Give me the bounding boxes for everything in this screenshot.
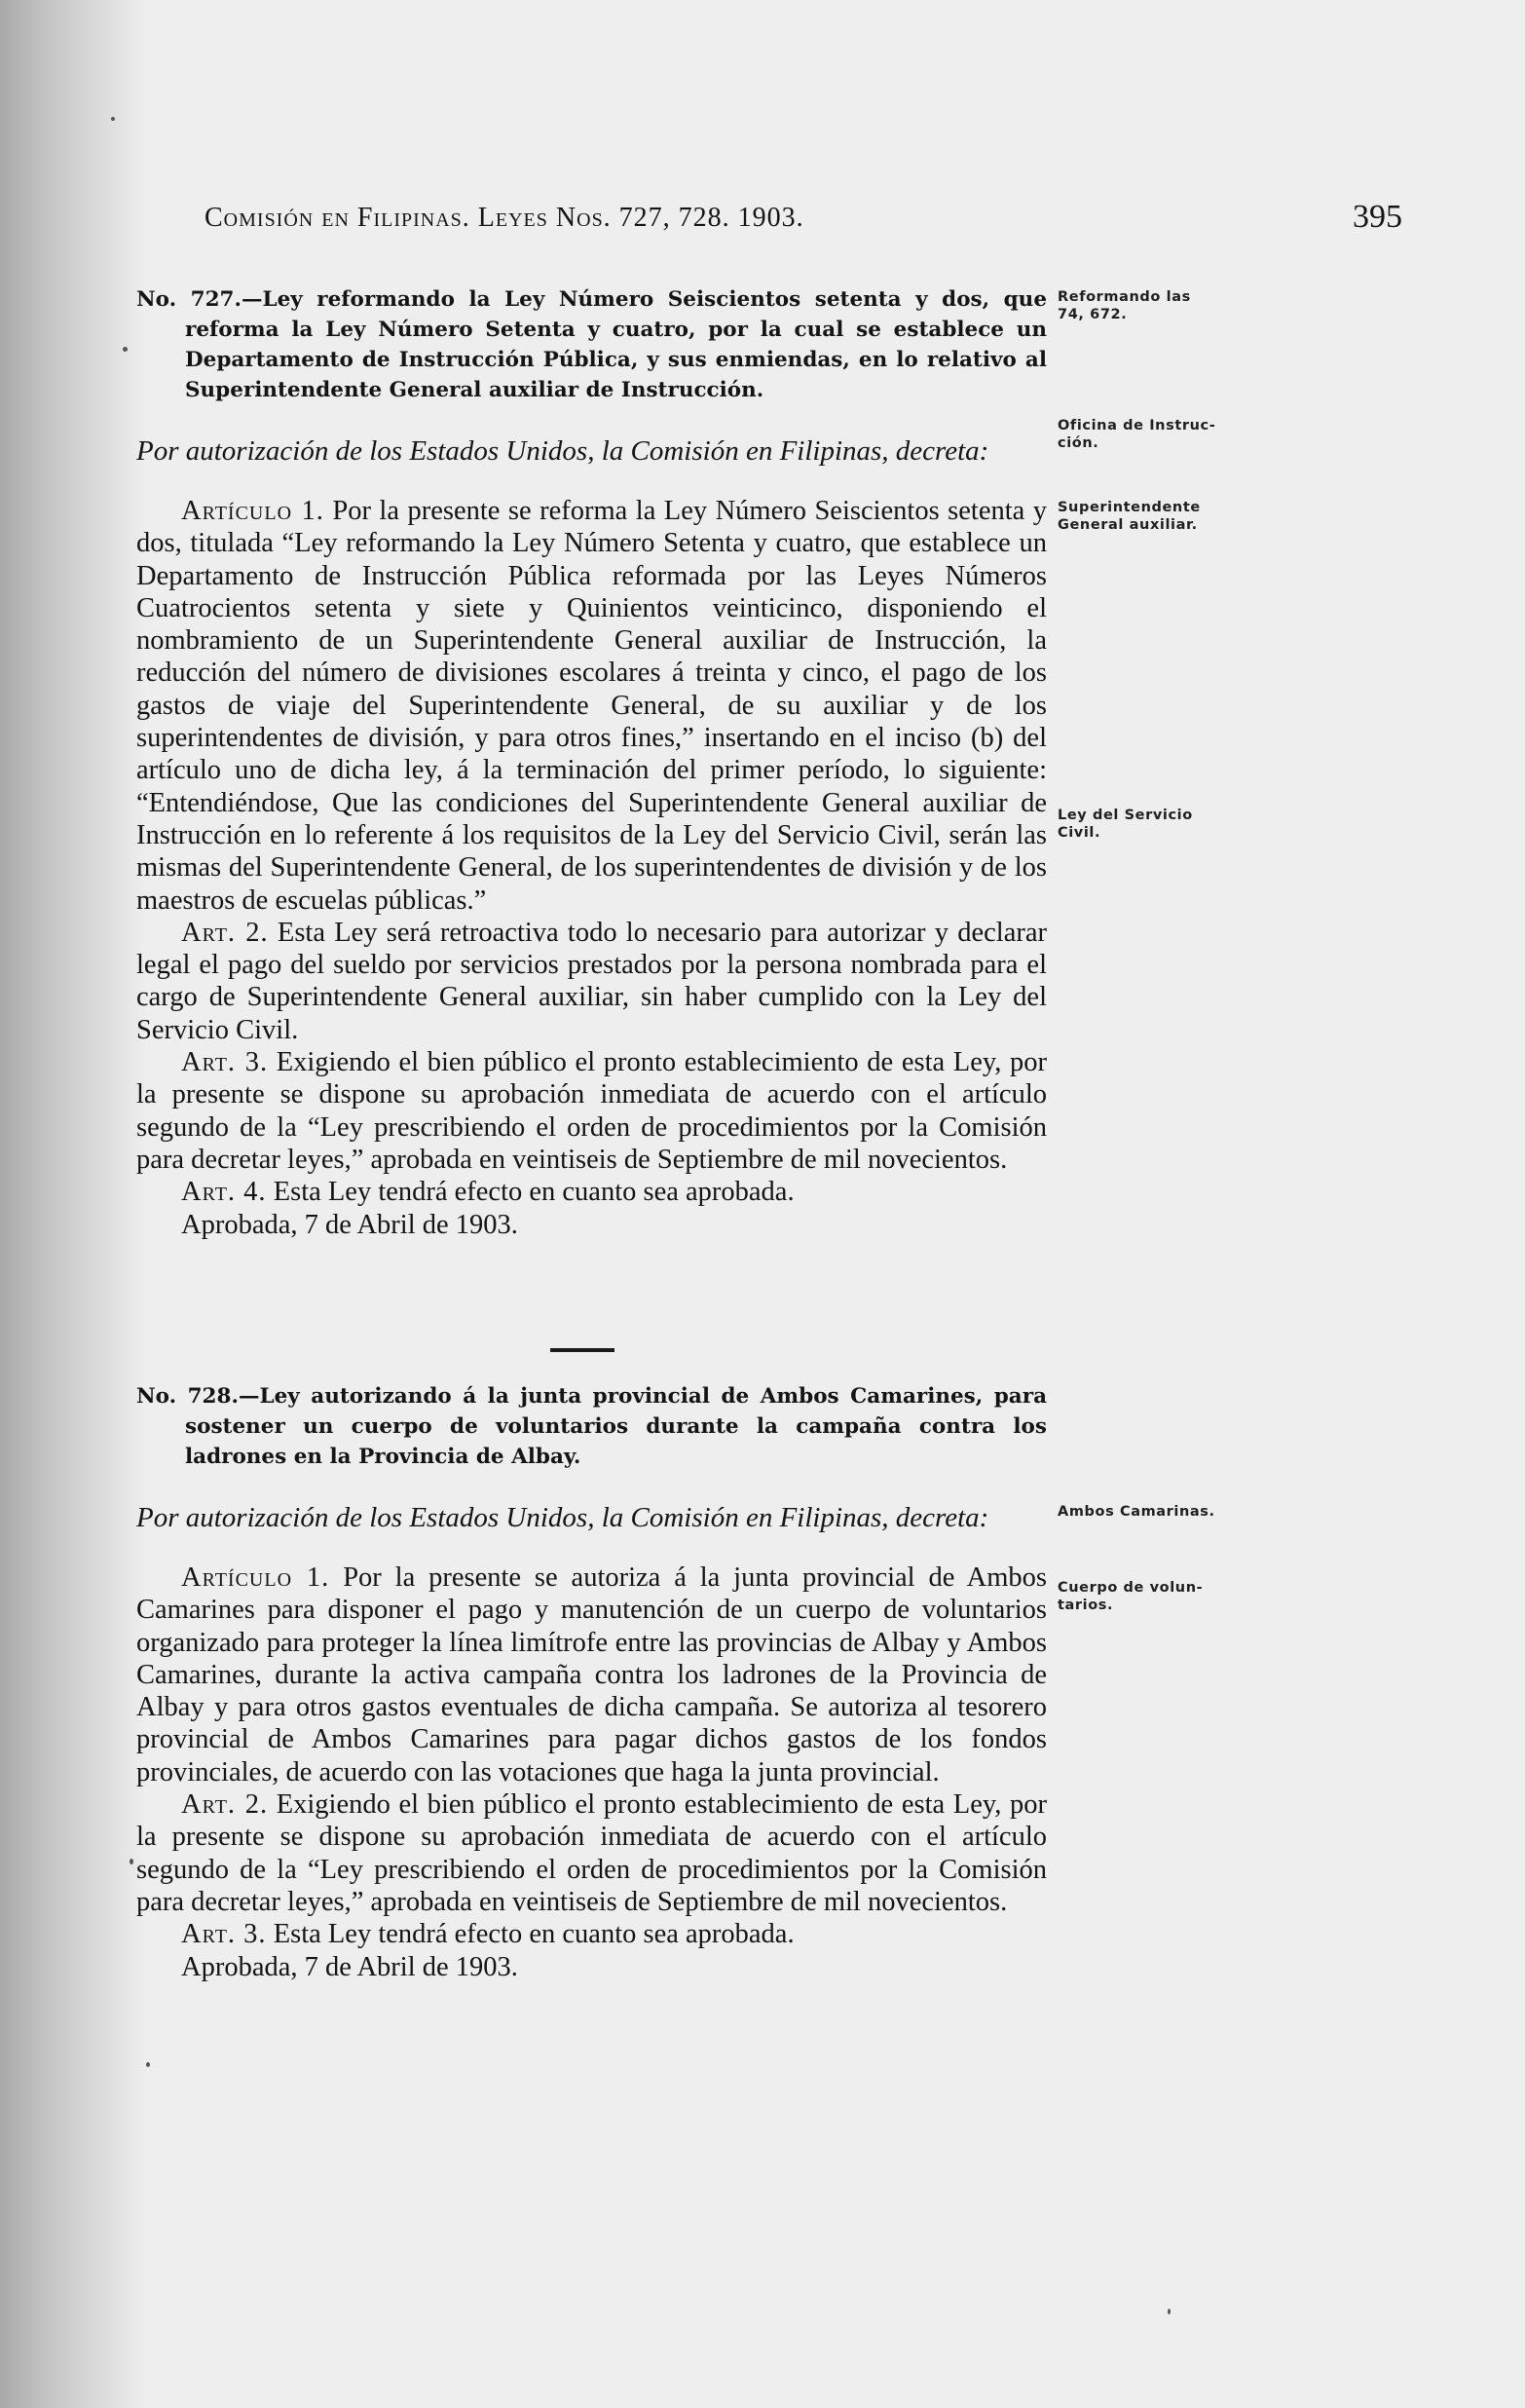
article-text: Esta Ley tendrá efecto en cuanto sea aprobada.	[273, 1919, 795, 1950]
law-728-article-2	[136, 1788, 1047, 1918]
margin-note-line: ción.	[1058, 435, 1099, 451]
law-728-article-1	[136, 1561, 1047, 1788]
margin-note-line: Ley del Servicio	[1058, 808, 1193, 823]
article-text: Esta Ley será retroactiva todo lo necesario para autorizar y declarar legal el pago del sueldo por servicios prestados por la persona nombrada para el cargo de Superintendente General auxiliar, sin haber cumplido con la Ley del Servicio Civil.	[136, 917, 1048, 1045]
margin-note-line: Cuerpo de volun-	[1058, 1580, 1204, 1596]
article-label: Artículo 1.	[181, 496, 324, 526]
margin-note-reformando	[1058, 288, 1291, 323]
article-label: Art. 2.	[181, 1789, 269, 1821]
running-header	[205, 199, 1402, 251]
scan-speck	[1168, 2309, 1171, 2314]
law-727-article-2	[136, 917, 1047, 1046]
margin-note-line: tarios.	[1058, 1598, 1114, 1613]
margin-note-line: Civil.	[1058, 825, 1101, 841]
article-text: Esta Ley tendrá efecto en cuanto sea aprobada.	[273, 1177, 795, 1208]
scan-speck	[130, 1859, 133, 1864]
law-727-enacting-clause: Por autorización de los Estados Unidos, la Comisión en Filipinas, decreta:	[136, 435, 989, 467]
book-spine-shadow	[0, 0, 146, 2408]
article-text: Exigiendo el bien público el pronto establecimiento de esta Ley, por la presente se dispone su aprobación inmediata de acuerdo con el artículo segundo de la “Ley prescribiendo el orden de procedimientos por la Comisión para decretar leyes,” aprobada en veintiseis de Septiembre de mil novecientos.	[136, 1789, 1047, 1917]
article-label: Art. 4.	[181, 1177, 267, 1208]
margin-note-line: Reformando las	[1058, 289, 1191, 305]
law-727-heading: No. 727.—Ley reformando la Ley Número Seiscientos setenta y dos, que reforma la Ley Número Setenta y cuatro, por la cual se establece un Departamento de Instrucción Pública, y sus enmiendas, en lo relativo al Superintendente General auxiliar de Instrucción.	[136, 287, 1047, 402]
article-label: Artículo 1.	[181, 1562, 330, 1593]
law-728-approval-date: Aprobada, 7 de Abril de 1903.	[181, 1951, 518, 1982]
scan-speck	[123, 347, 128, 352]
margin-note-ambos-camarinas	[1058, 1503, 1291, 1521]
page-number: 395	[1353, 199, 1402, 235]
running-title: Comisión en Filipinas. Leyes Nos. 727, 728. 1903.	[205, 203, 804, 233]
scan-speck	[146, 2062, 150, 2067]
law-727-approval-date: Aprobada, 7 de Abril de 1903.	[181, 1209, 518, 1240]
margin-note-servicio-civil	[1058, 807, 1291, 842]
margin-note-line: 74, 672.	[1058, 307, 1128, 322]
law-727-article-4	[136, 1176, 1047, 1208]
article-label: Art. 2.	[181, 917, 269, 948]
law-727-article-1	[136, 495, 1047, 917]
margin-note-superintendente	[1058, 499, 1291, 534]
article-text: Por la presente se reforma la Ley Número Seiscientos setenta y dos, titulada “Ley reformando la Ley Número Setenta y cuatro, que establece un Departamento de Instrucción Pública reformada por las Leyes Números Cuatrocientos setenta y siete y Quinientos veinticinco, disponiendo el nombramiento de un Superintendente General auxiliar de Instrucción, la reducción del número de divisiones escolares á treinta y cinco, el pago de los gastos de viaje del Superintendente General, de su auxiliar y de los superintendentes de división, y para otros fines,” insertando en el inciso (b) del artículo uno de dicha ley, á la terminación del primer período, lo siguiente: “Entendiéndose, Que las condiciones del Superintendente General auxiliar de Instrucción en lo referente á los requisitos de la Ley del Servicio Civil, serán las mismas del Superintendente General, de los superintendentes de división y de los maestros de escuelas públicas.”	[136, 496, 1048, 916]
margin-note-line: Oficina de Instruc-	[1058, 418, 1216, 433]
scan-speck	[111, 117, 115, 121]
article-label: Art. 3.	[181, 1919, 267, 1950]
law-728-heading: No. 728.—Ley autorizando á la junta provincial de Ambos Camarines, para sostener un cuerpo de voluntarios durante la campaña contra los ladrones en la Provincia de Albay.	[136, 1384, 1047, 1469]
margin-note-voluntarios	[1058, 1579, 1291, 1614]
margin-note-line: Superintendente	[1058, 500, 1201, 515]
law-728-section	[136, 1381, 1047, 1983]
margin-note-line: Ambos Camarinas.	[1058, 1504, 1215, 1520]
law-728-article-3	[136, 1918, 1047, 1950]
margin-note-line: General auxiliar.	[1058, 517, 1198, 533]
article-label: Art. 3.	[181, 1047, 269, 1078]
law-728-enacting-clause: Por autorización de los Estados Unidos, la Comisión en Filipinas, decreta:	[136, 1502, 989, 1533]
article-text: Exigiendo el bien público el pronto establecimiento de esta Ley, por la presente se dispone su aprobación inmediata de acuerdo con el artículo segundo de la “Ley prescribiendo el orden de procedimientos por la Comisión para decretar leyes,” aprobada en veintiseis de Septiembre de mil novecientos.	[136, 1047, 1047, 1175]
law-727-article-3	[136, 1046, 1047, 1176]
law-727-section	[136, 284, 1047, 1241]
article-text: Por la presente se autoriza á la junta provincial de Ambos Camarines para disponer el pago y manutención de un cuerpo de voluntarios organizado para proteger la línea limítrofe entre las provincias de Albay y Ambos Camarines, durante la activa campaña contra los ladrones de la Provincia de Albay y para otros gastos eventuales de dicha campaña. Se autoriza al tesorero provincial de Ambos Camarines para pagar dichos gastos de los fondos provinciales, de acuerdo con las votaciones que haga la junta provincial.	[136, 1562, 1048, 1787]
section-divider-rule	[550, 1348, 614, 1352]
margin-note-oficina	[1058, 417, 1291, 452]
